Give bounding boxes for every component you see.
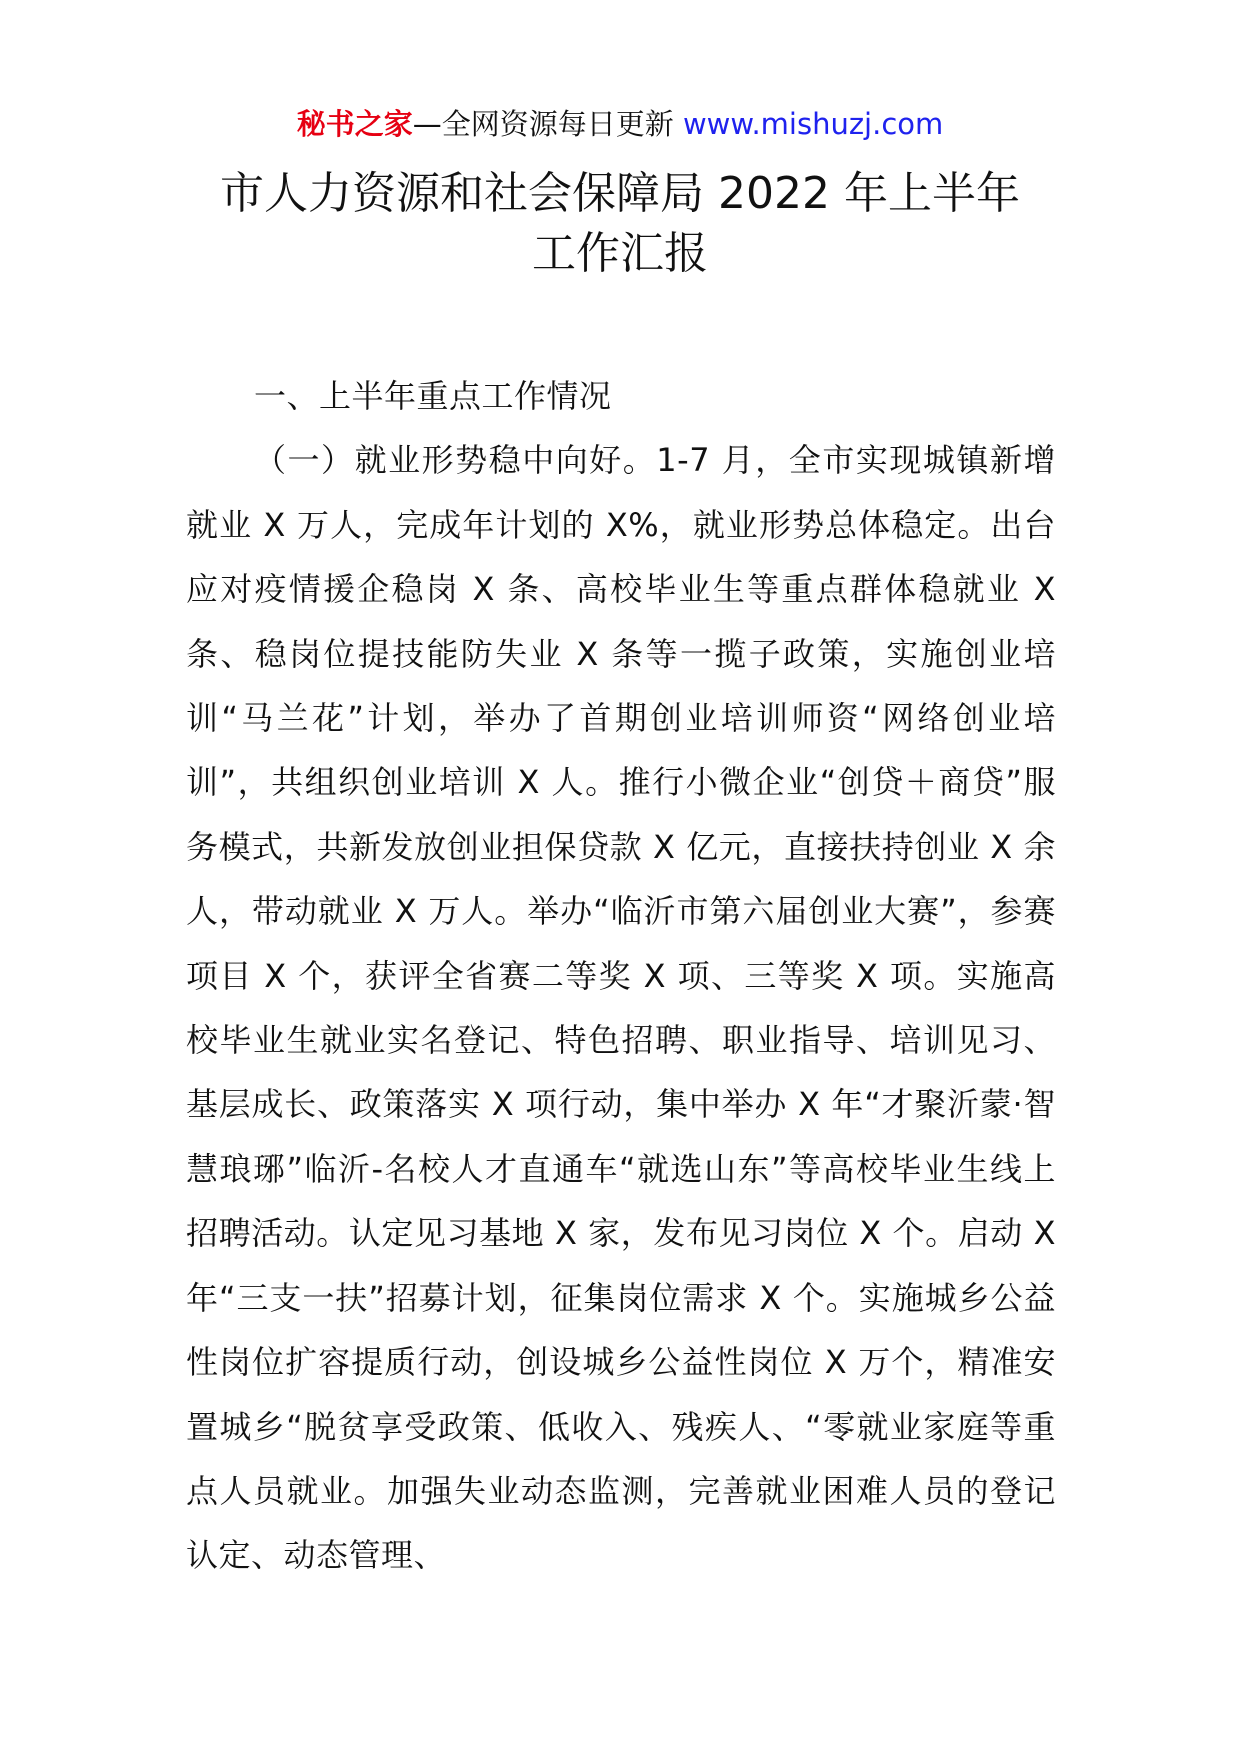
- section-heading: 一、上半年重点工作情况: [254, 377, 612, 415]
- brand-name: 秘书之家: [296, 107, 413, 141]
- document-title: [0, 164, 1240, 284]
- header-tagline: —全网资源每日更新: [412, 107, 683, 141]
- document-body: [186, 364, 1056, 1588]
- title-line-1: 市人力资源和社会保障局 2022 年上半年: [220, 168, 1020, 219]
- body-paragraph: （一）就业形势稳中向好。1-7 月，全市实现城镇新增就业 X 万人，完成年计划的 X%，就业形势总体稳定。出台应对疫情援企稳岗 X 条、高校毕业生等重点群体稳就业 X 条、稳岗位提技能防失业 X 条等一揽子政策，实施创业培训“马兰花”计划，举办了首期创业培训师资“网络创业培训”，共组织创业培训 X 人。推行小微企业“创贷＋商贷”服务模式，共新发放创业担保贷款 X 亿元，直接扶持创业 X 余人，带动就业 X 万人。举办“临沂市第六届创业大赛”，参赛项目 X 个，获评全省赛二等奖 X 项、三等奖 X 项。实施高校毕业生就业实名登记、特色招聘、职业指导、培训见习、基层成长、政策落实 X 项行动，集中举办 X 年“才聚沂蒙·智慧琅琊”临沂-名校人才直通车“就选山东”等高校毕业生线上招聘活动。认定见习基地 X 家，发布见习岗位 X 个。启动 X 年“三支一扶”招募计划，征集岗位需求 X 个。实施城乡公益性岗位扩容提质行动，创设城乡公益性岗位 X 万个，精准安置城乡“脱贫享受政策、低收入、残疾人、“零就业家庭等重点人员就业。加强失业动态监测，完善就业困难人员的登记认定、动态管理、: [186, 441, 1056, 1575]
- site-header: [0, 104, 1240, 144]
- site-url[interactable]: www.mishuzj.com: [682, 107, 944, 141]
- title-line-2: 工作汇报: [532, 228, 708, 279]
